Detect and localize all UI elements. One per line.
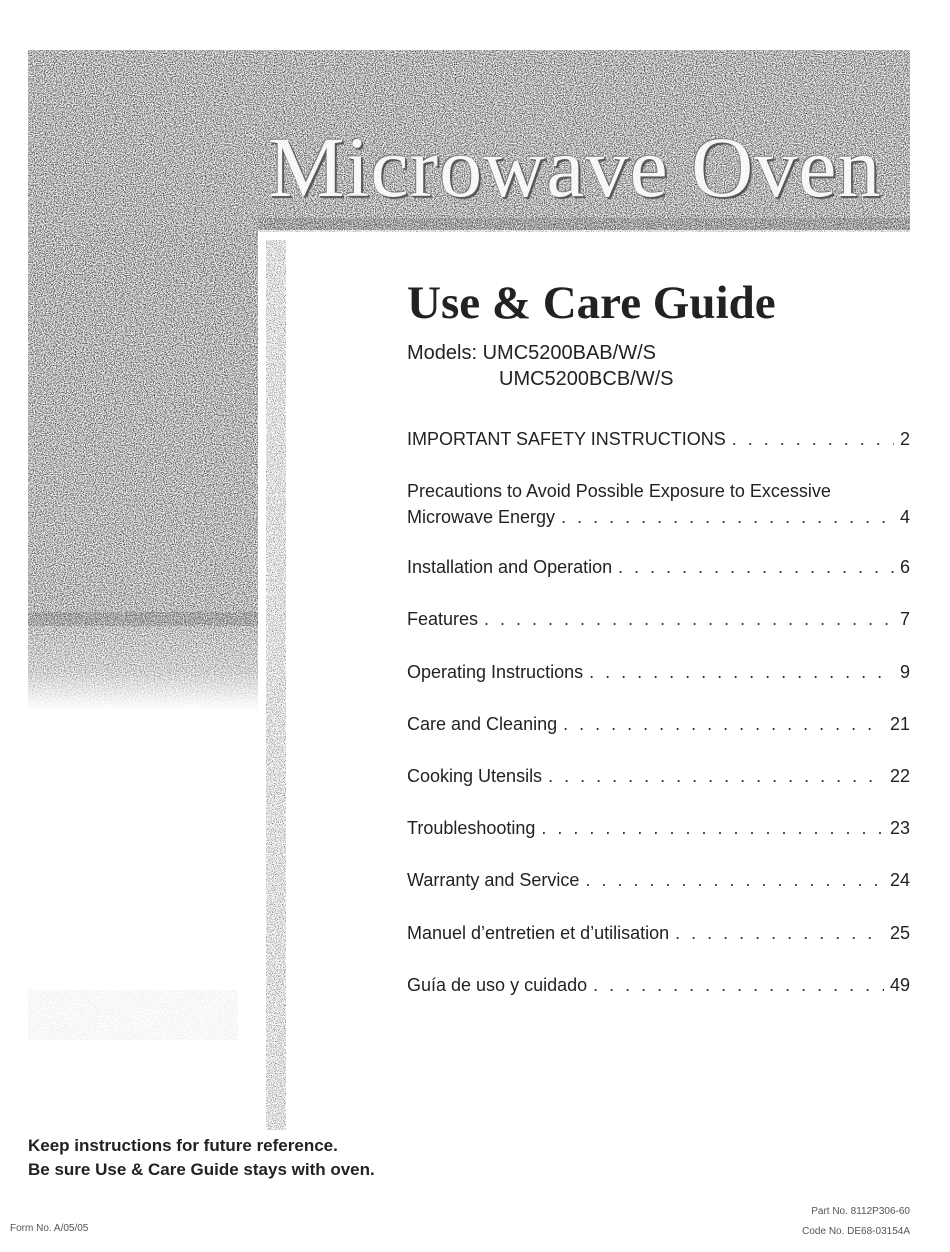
part-number: Part No. 8112P306-60	[811, 1206, 910, 1217]
toc-leader	[618, 554, 894, 580]
toc-item[interactable]	[407, 606, 910, 632]
toc-label: Features	[407, 609, 479, 629]
toc-label: Manuel d’entretien et d’utilisation	[407, 923, 670, 943]
toc-label: Care and Cleaning	[407, 714, 558, 734]
toc-item[interactable]	[407, 815, 910, 841]
toc-page: 23	[889, 818, 910, 838]
form-number: Form No. A/05/05	[10, 1223, 89, 1234]
model-numbers	[407, 340, 674, 392]
toc-label: Warranty and Service	[407, 870, 580, 890]
toc-page: 6	[899, 557, 910, 577]
keep-line-2: Be sure Use & Care Guide stays with oven.	[28, 1160, 375, 1179]
toc-label: Microwave Energy	[407, 507, 556, 527]
toc-leader	[548, 763, 884, 789]
toc-page: 2	[899, 429, 910, 449]
keep-line-1: Keep instructions for future reference.	[28, 1136, 338, 1155]
toc-leader	[675, 920, 884, 946]
toc-page: 25	[889, 923, 910, 943]
toc-item[interactable]	[407, 763, 910, 789]
toc-page: 7	[899, 609, 910, 629]
toc-page: 22	[889, 766, 910, 786]
toc-leader	[541, 815, 884, 841]
toc-label: Cooking Utensils	[407, 766, 543, 786]
toc-leader	[589, 659, 894, 685]
toc-page: 21	[889, 714, 910, 734]
toc-label: Troubleshooting	[407, 818, 536, 838]
toc-label: Installation and Operation	[407, 557, 613, 577]
toc-label: Guía de uso y cuidado	[407, 975, 588, 995]
toc-item[interactable]	[407, 711, 910, 737]
toc-label: IMPORTANT SAFETY INSTRUCTIONS	[407, 429, 726, 449]
toc-leader	[484, 606, 894, 632]
toc-label-line-1: Precautions to Avoid Possible Exposure to Excessive	[407, 481, 831, 501]
toc-item[interactable]	[407, 972, 910, 998]
toc-leader	[732, 426, 894, 452]
toc-leader	[561, 504, 894, 530]
models-line-1: Models: UMC5200BAB/W/S	[407, 342, 656, 364]
toc-leader	[563, 711, 884, 737]
toc-page: 4	[899, 507, 910, 527]
code-number: Code No. DE68-03154A	[802, 1226, 910, 1237]
guide-title: Use & Care Guide	[407, 277, 776, 329]
toc-label: Operating Instructions	[407, 662, 584, 682]
toc-page: 9	[899, 662, 910, 682]
toc-item[interactable]	[407, 426, 910, 452]
toc-item[interactable]	[407, 554, 910, 580]
toc-item[interactable]	[407, 920, 910, 946]
keep-instructions-note	[28, 1134, 375, 1182]
models-line-2: UMC5200BCB/W/S	[499, 368, 674, 390]
toc-leader	[585, 867, 884, 893]
toc-page: 49	[889, 975, 910, 995]
toc-leader	[593, 972, 884, 998]
toc-page: 24	[889, 870, 910, 890]
toc-item[interactable]	[407, 659, 910, 685]
part-code-numbers	[802, 1202, 910, 1242]
banner-title: Microwave Oven	[268, 122, 882, 212]
toc-item[interactable]	[407, 478, 910, 530]
toc-item[interactable]	[407, 867, 910, 893]
